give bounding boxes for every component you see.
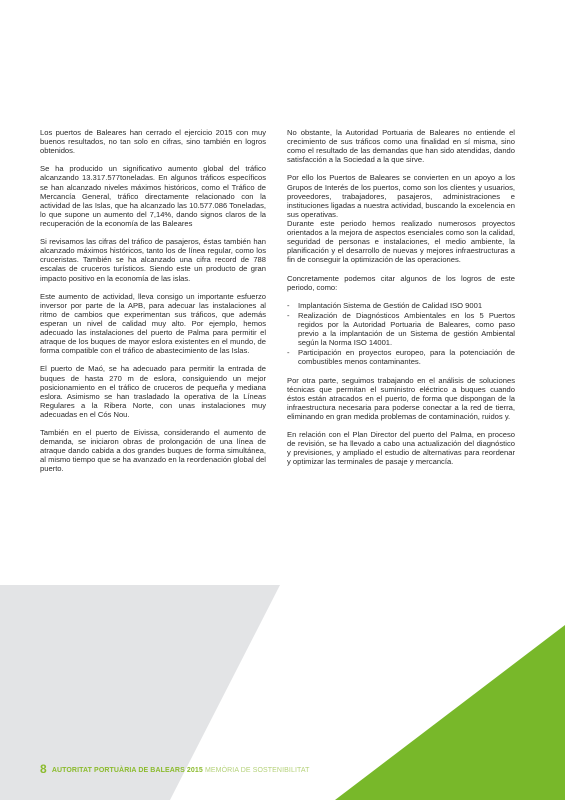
paragraph: En relación con el Plan Director del puerto del Palma, en proceso de revisión, se ha llevado a cabo una actualización del diagnóstico y previsiones, y ampliado el estudio de alternativas para reordenar y optimizar las terminales de pasaje y mercancía. [287,430,515,467]
list-item-text: Realización de Diagnósticos Ambientales en los 5 Puertos regidos por la Autoridad Portuaria de Baleares, como paso previo a la implantación de un Sistema de gestión Ambiental según la Norma ISO 14001. [298,310,515,348]
paragraph: También en el puerto de Eivissa, considerando el aumento de demanda, se iniciaron obras de prolongación de una línea de atraque dando cabida a dos grandes buques de forma simultánea, al mismo tiempo que se ha avanzado en la reordenación global del puerto. [40,428,266,474]
bullet-marker: - [287,300,290,310]
paragraph: Se ha producido un significativo aumento global del tráfico alcanzando 13.317.577toneladas. En algunos tráficos específicos se han alcanzado niveles máximos históricos, como el Tráfico de Mercancía General, tráfico directamente relacionado con la actividad de las Islas, que ha alcanzado las 10.577.086 Toneladas, lo que supone un aumento del 7,14%, dando signos claros de la recuperación de la economía de las Baleares [40,164,266,228]
paragraph: No obstante, la Autoridad Portuaria de Baleares no entiende el crecimiento de sus tráficos como una finalidad en sí misma, sino como el resultado de las demandas que han sido atendidas, dando satisfacción a la Sociedad a la que sirve. [287,128,515,165]
right-column [287,128,515,476]
page-footer [40,762,309,776]
paragraph: Por otra parte, seguimos trabajando en el análisis de soluciones técnicas que permitan el suministro eléctrico a buques cuando éstos están atracados en el puerto, de forma que dispongan de la infraestructura necesaria para poderse conectar a la red de tierra, eliminando en gran medida problemas de contaminación, ruidos y. [287,375,515,421]
footer-year: 2015 [186,767,203,774]
paragraph: Por ello los Puertos de Baleares se convierten en un apoyo a los Grupos de Interés de los puertos, como son los clientes y usuarios, proveedores, trabajadores, pasajeros, administraciones e instituciones ligadas a nuestra actividad, buscando la excelencia en sus operativas. [287,173,515,219]
left-column [40,128,266,483]
page-number: 8 [40,762,47,776]
list-item [287,348,515,366]
list-item [287,301,515,310]
paragraph: Este aumento de actividad, lleva consigo un importante esfuerzo inversor por parte de la APB, para adecuar las instalaciones al ritmo de cambios que experimentan sus tráficos, que además esperan un nivel de calidad muy alto. Por ejemplo, hemos adecuado las instalaciones del puerto de Palma para permitir el atraque de los buques de mayor eslora existentes en el mundo, de forma compatible con el tráfico de abastecimiento de las Islas. [40,291,266,356]
paragraph: Si revisamos las cifras del tráfico de pasajeros, éstas también han alcanzado máximos históricos, tanto los de línea regular, como los cruceristas. También se ha alcanzado una cifra record de 788 escalas de cruceros turísticos. Siendo este un producto de gran impacto positivo en la economía de las islas. [40,237,266,283]
green-triangle-shape [335,625,565,800]
bullet-marker: - [287,348,290,358]
list-item [287,311,515,347]
bullet-marker: - [287,310,290,320]
paragraph: Concretamente podemos citar algunos de los logros de este periodo, como: [287,273,515,292]
list-item-text: Implantación Sistema de Gestión de Calidad ISO 9001 [298,300,483,310]
achievements-list [287,301,515,367]
list-item-text: Participación en proyectos europeo, para la potenciación de combustibles menos contaminantes. [298,348,515,367]
footer-organization: AUTORITAT PORTUÀRIA DE BALEARS [51,767,185,774]
paragraph: Los puertos de Baleares han cerrado el ejercicio 2015 con muy buenos resultados, no tan solo en cifras, sino también en logros obtenidos. [40,128,266,156]
paragraph: El puerto de Maó, se ha adecuado para permitir la entrada de buques de hasta 270 m de eslora, consiguiendo un mejor posicionamiento en el tráfico de cruceros de pequeña y mediana eslora. Asimismo se han trasladado la operativa de la Líneas Regulares a la Ribera Norte, con unas instalaciones muy adecuadas en el Cós Nou. [40,364,266,419]
paragraph: Durante este periodo hemos realizado numerosos proyectos orientados a la mejora de aspectos esenciales como son la calidad, seguridad de personas e instalaciones, el medio ambiente, la planificación y el desarrollo de nuevas y mejores infraestructuras a fin de conseguir la optimización de las operaciones. [287,218,515,265]
footer-subtitle: MEMÒRIA DE SOSTENIBILITAT [204,767,310,774]
